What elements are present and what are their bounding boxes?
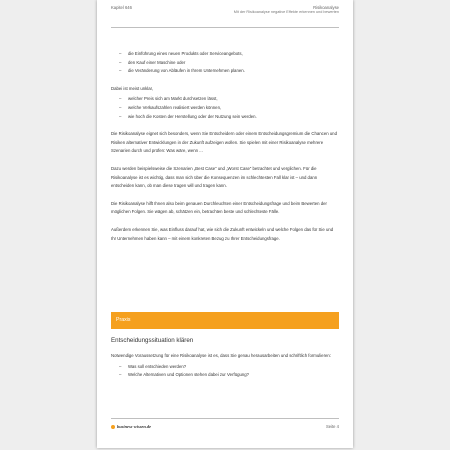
page-footer	[111, 418, 339, 433]
paragraph-unclear: Dabei ist meist unklar,	[111, 85, 154, 91]
list-questions	[111, 363, 339, 380]
footer-logo[interactable]	[111, 424, 151, 429]
paragraph-scenarios: Dazu werden beispielsweise die Szenarien „Best Case“ und „Worst Case“ betrachtet und verglichen. Für die Risikoanalyse ist es wichtig, dass man sich über die Konsequenzen im schlechtesten Fall klar ist – und dann entscheiden kann, ob man diese tragen will und tragen kann.	[111, 165, 318, 189]
subheading: Entscheidungssituation klären	[111, 337, 194, 344]
paragraph-suited: Die Risikoanalyse eignet sich besonders, wenn Sie Entscheidern oder einem Entscheidungsgremium die Chancen und Risiken alternativer Entwicklungen in der Zukunft aufzeigen wollen. Sie spielen mit einer Risikoanalyse mehrere Szenarien durch und prüfen: Was wäre, wenn ...	[111, 131, 337, 154]
list-unclear	[111, 95, 339, 121]
praxis-banner	[111, 312, 339, 329]
list-item: – welche Verkaufszahlen realisiert werden können,	[128, 104, 339, 113]
banner-label: Praxis	[116, 317, 131, 323]
paragraph-helps: Die Risikoanalyse hilft Ihnen also beim genauen Durchleuchten einer Entscheidungsfrage und beim Bewerten der möglichen Folgen. Sie wägen ab, schätzen ein, betrachten beste und schlechteste Fälle.	[111, 200, 327, 215]
list-item: – Welche Alternativen und Optionen stehen dabei zur Verfügung?	[128, 371, 339, 380]
body-text	[111, 50, 339, 252]
list-item: – wie hoch die Kosten der Herstellung oder der Nutzung sein werden.	[128, 113, 339, 122]
list-item: – die Einführung eines neuen Produkts oder Serviceangebots,	[128, 50, 339, 59]
chapter-label: Kapitel 646	[111, 5, 132, 10]
section-subtitle: Mit der Risikoanalyse negative Effekte erkennen und bewerten	[233, 10, 339, 14]
page-header	[111, 5, 339, 28]
list-item: – den Kauf einer Maschine oder	[128, 59, 339, 68]
page-number: Seite 4	[325, 424, 339, 429]
list-item: – welcher Preis sich am Markt durchsetzen lässt,	[128, 95, 339, 104]
paragraph-prereq: Notwendige Voraussetzung für eine Risikoanalyse ist es, dass Sie genau herausarbeiten und schriftlich formulieren:	[111, 353, 331, 358]
lower-text	[111, 352, 339, 389]
list-plans	[111, 50, 339, 76]
document-page	[97, 0, 353, 448]
logo-text: business-wissen.de	[117, 424, 152, 429]
logo-dot-icon	[111, 425, 115, 429]
section-title: Risikoanalyse	[313, 5, 339, 10]
list-item: – Was soll entschieden werden?	[128, 363, 339, 372]
paragraph-influence: Außerdem erkennen Sie, was Einfluss darauf hat, wie sich die Zukunft entwickeln und welche Folgen das für Sie und Ihr Unternehmen haben kann – mit einem konkreten Bezug zu Ihrer Entscheidungsfrage.	[111, 226, 334, 241]
list-item: – die Veränderung von Abläufen in Ihrem Unternehmen planen.	[128, 67, 339, 76]
